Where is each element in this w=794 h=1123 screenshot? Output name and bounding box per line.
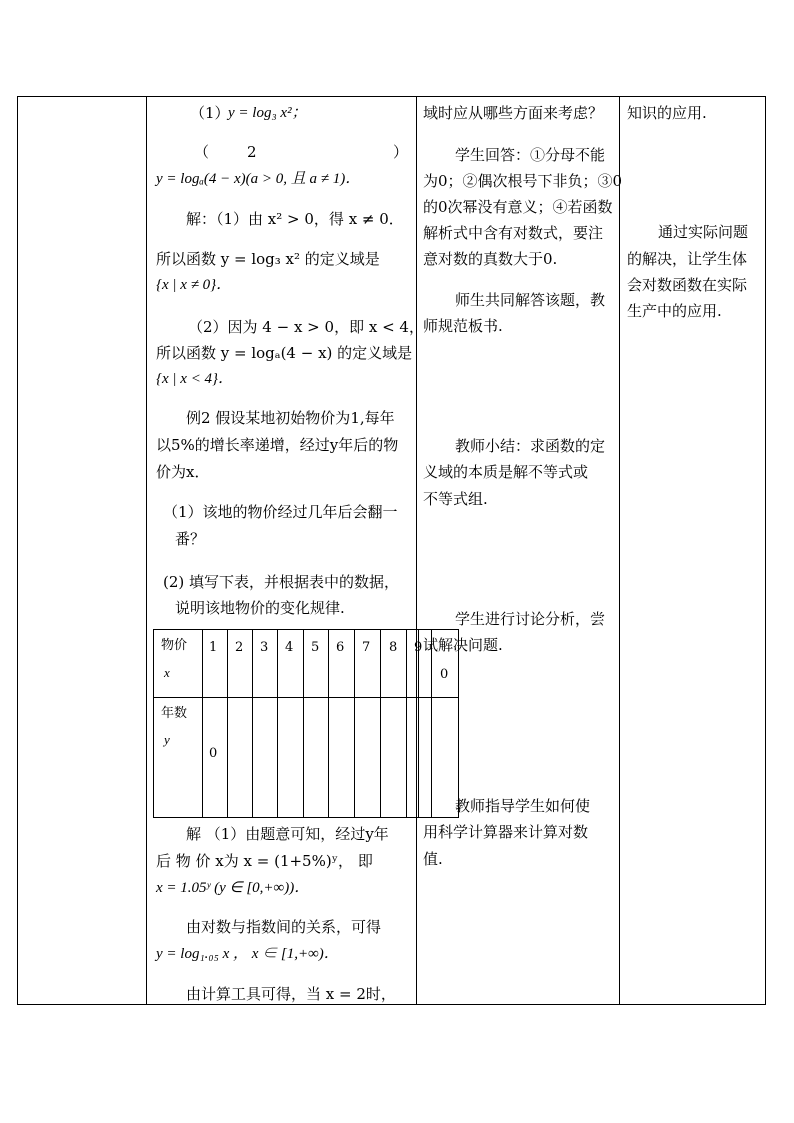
row2-header-symbol: y [164,732,170,747]
column-divider-3 [619,96,620,1005]
activity-p4-line2: 义域的本质是解不等式或 [423,463,589,481]
intent-p2-line4: 生产中的应用. [627,302,722,320]
solution-1-line: 所以函数 y = log₃ x² 的定义域是 [156,250,380,268]
solution-2-line1: （2）因为 4 − x > 0，即 x < 4， [188,318,424,336]
price-8: 8 [389,640,398,655]
price-2: 2 [235,640,244,655]
intent-p2-line3: 会对数函数在实际 [627,276,748,294]
example2-q1-line2: 番？ [175,530,206,548]
example2-q1-line1: （1）该地的物价经过几年后会翻一 [163,503,398,521]
column-divider-1 [146,96,147,1005]
activity-p3-line2: 师规范板书. [423,317,503,335]
solution-2-line2: 所以函数 y = logₐ(4 − x) 的定义域是 [156,344,413,362]
example2-line3: 价为x． [156,463,210,481]
example2-q2-line2: 说明该地物价的变化规律. [175,599,345,617]
price-years-table [153,629,459,818]
example2-line1: 例2 假设某地初始物价为1,每年 [186,409,395,427]
column-divider-2 [416,96,417,1005]
activity-p6-line1: 教师指导学生如何使 [455,797,591,815]
activity-p2-line5: 意对数的真数大于0. [423,250,558,268]
solution-1-set: {x | x ≠ 0}． [156,277,232,293]
activity-p5-line2: 试解决问题. [423,636,503,654]
years-1: 0 [209,746,218,761]
example2-line2: 以5%的增长率递增，经过y年后的物 [156,436,399,454]
price-6: 6 [336,640,345,655]
activity-p6-line2: 用科学计算器来计算对数 [423,823,589,841]
answer-line2: 后 物 价 x为 x = (1+5%)ʸ， 即 [156,852,373,870]
activity-p2-line4: 解析式中含有对数式，要注 [423,224,604,242]
price-10-tail: 0 [440,667,449,682]
example2-q2-line1: (2) 填写下表，并根据表中的数据， [163,573,400,591]
activity-p2-line3: 的0次幂没有意义；④若函数 [423,198,613,216]
answer-line1: 解 （1）由题意可知，经过y年 [186,825,389,843]
q2-close: ） [393,143,409,161]
activity-p3-line1: 师生共同解答该题，教 [455,291,606,309]
q2-number: 2 [247,143,257,161]
price-4: 4 [285,640,294,655]
solution-2-set: {x | x < 4}． [156,371,234,387]
row1-header: 物价 [161,638,188,653]
q1-label: （1） [190,104,230,122]
activity-p4-line1: 教师小结：求函数的定 [455,437,606,455]
intent-p2-line2: 的解决，让学生体 [627,250,748,268]
activity-p1: 域时应从哪些方面来考虑？ [423,104,604,122]
price-9: 9 [414,640,423,655]
calculation-line: 由计算工具可得，当 x = 2时， [186,985,396,1003]
row2-header: 年数 [161,706,188,721]
intent-p1: 知识的应用. [627,104,707,122]
price-3: 3 [260,640,269,655]
price-1: 1 [209,640,218,655]
q2-open: （ [194,143,210,161]
q2-formula: y = logₐ(4 − x)(a > 0, 且 a ≠ 1)． [156,171,361,187]
price-5: 5 [311,640,320,655]
activity-p2-line1: 学生回答：①分母不能 [455,146,606,164]
lesson-table [17,96,766,1005]
activity-p4-line3: 不等式组. [423,490,488,508]
answer-line3: x = 1.05ʸ (y ∈ [0,+∞))． [156,880,310,896]
relation-line2: y = log₁.₀₅ x ， x ∈ [1,+∞)． [156,946,339,962]
q1-formula: y = log₃ x²； [228,105,307,121]
intent-p2-line1: 通过实际问题 [658,223,749,241]
activity-p6-line3: 值. [423,850,443,868]
solution-intro: 解：（1）由 x² > 0，得 x ≠ 0． [186,210,404,228]
activity-p5-line1: 学生进行讨论分析，尝 [455,610,606,628]
row1-header-symbol: x [164,665,170,680]
activity-p2-line2: 为0；②偶次根号下非负；③0 [423,172,623,190]
relation-line1: 由对数与指数间的关系，可得 [186,918,382,936]
price-7: 7 [362,640,371,655]
